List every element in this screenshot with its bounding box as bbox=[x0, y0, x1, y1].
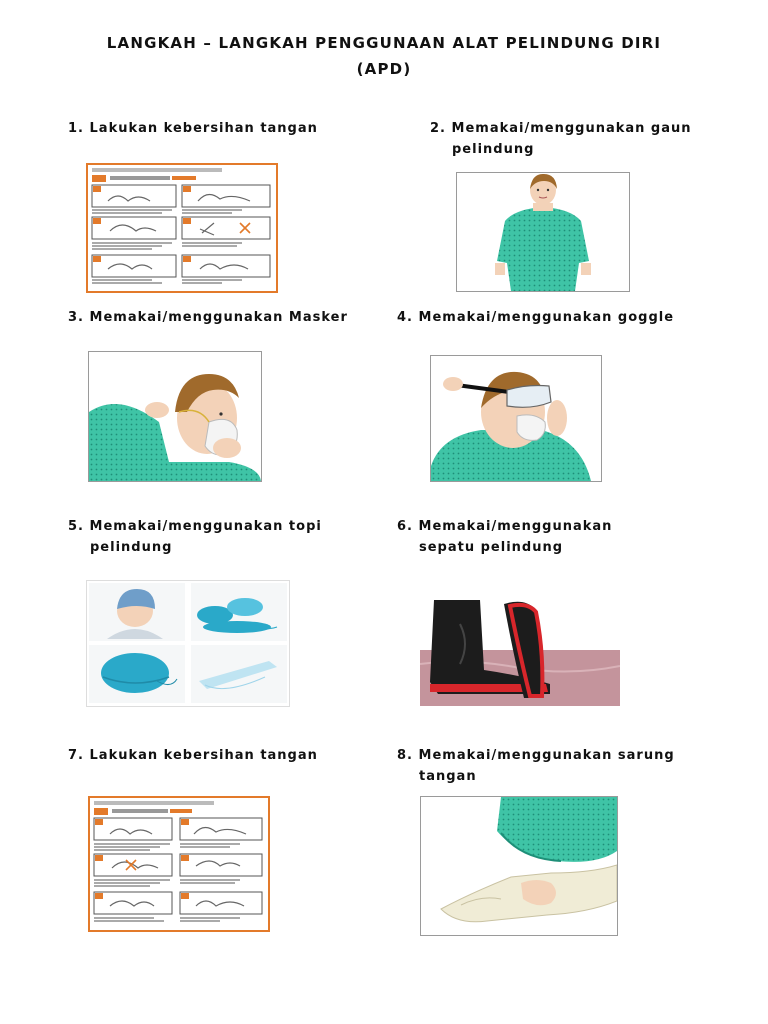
boots-photo-icon bbox=[420, 584, 620, 706]
step-number: 2. bbox=[430, 121, 446, 136]
step-text: Memakai/menggunakan bbox=[418, 519, 613, 534]
goggle-image bbox=[430, 355, 602, 482]
step-8-label bbox=[397, 745, 675, 787]
mask-image bbox=[88, 351, 262, 482]
mask-figure-icon bbox=[89, 352, 261, 481]
boots-image bbox=[420, 584, 620, 706]
handwash-poster-icon bbox=[88, 165, 276, 291]
step-text-line2: sepatu pelindung bbox=[419, 540, 564, 555]
step-text-line2: pelindung bbox=[452, 142, 535, 157]
handwash-poster-icon bbox=[90, 798, 268, 930]
step-2-label bbox=[430, 118, 692, 160]
step-6-label bbox=[397, 516, 612, 558]
step-number: 7. bbox=[68, 748, 84, 763]
step-text: Memakai/menggunakan Masker bbox=[89, 310, 348, 325]
step-text: Lakukan kebersihan tangan bbox=[89, 121, 318, 136]
glove-figure-icon bbox=[421, 797, 617, 935]
step-number: 8. bbox=[397, 748, 413, 763]
glove-image bbox=[420, 796, 618, 936]
step-text: Memakai/menggunakan sarung bbox=[418, 748, 675, 763]
step-number: 6. bbox=[397, 519, 413, 534]
step-text-line2: tangan bbox=[419, 769, 477, 784]
step-number: 1. bbox=[68, 121, 84, 136]
step-text: Memakai/menggunakan goggle bbox=[418, 310, 675, 325]
gown-image bbox=[456, 172, 630, 292]
goggle-figure-icon bbox=[431, 356, 601, 481]
step-text-line2: pelindung bbox=[90, 540, 173, 555]
step-text: Lakukan kebersihan tangan bbox=[89, 748, 318, 763]
step-number: 5. bbox=[68, 519, 84, 534]
step-5-label bbox=[68, 516, 322, 558]
document-title bbox=[0, 30, 768, 82]
step-7-label bbox=[68, 745, 318, 766]
step-number: 3. bbox=[68, 310, 84, 325]
title-line-1: LANGKAH – LANGKAH PENGGUNAAN ALAT PELINDUNG DIRI bbox=[106, 34, 662, 52]
gown-figure-icon bbox=[457, 173, 629, 291]
cap-photos-icon bbox=[87, 581, 289, 706]
step-4-label bbox=[397, 307, 674, 328]
step-text: Memakai/menggunakan topi bbox=[89, 519, 322, 534]
handwash-poster-image-2 bbox=[88, 796, 270, 932]
step-number: 4. bbox=[397, 310, 413, 325]
step-text: Memakai/menggunakan gaun bbox=[451, 121, 692, 136]
step-1-label bbox=[68, 118, 318, 139]
step-3-label bbox=[68, 307, 348, 328]
title-line-2: (APD) bbox=[356, 60, 412, 78]
cap-image bbox=[86, 580, 290, 707]
handwash-poster-image-1 bbox=[86, 163, 278, 293]
